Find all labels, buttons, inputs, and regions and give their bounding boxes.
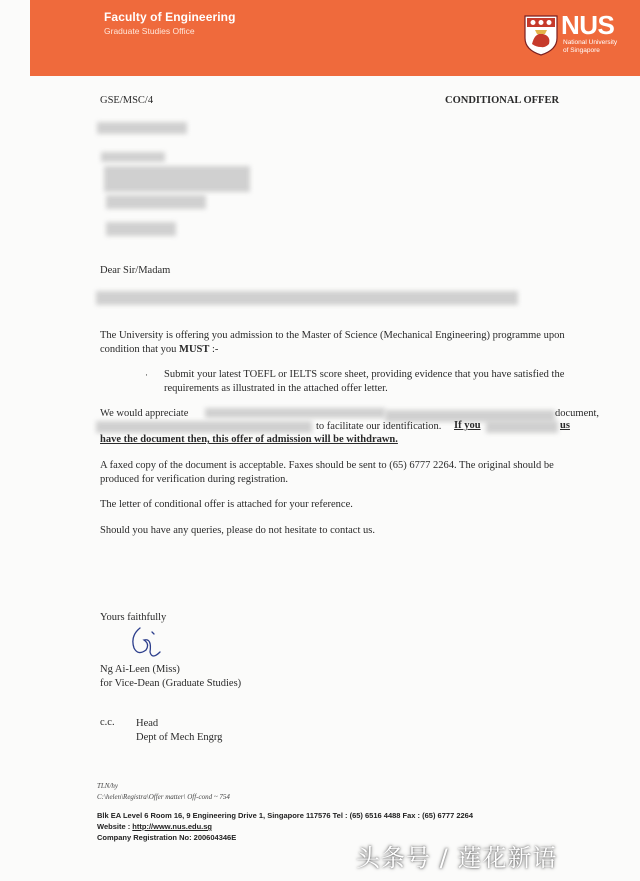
redacted-address-1 bbox=[101, 152, 165, 162]
admission-must: MUST bbox=[179, 344, 210, 355]
footer-address: Blk EA Level 6 Room 16, 9 Engineering Drive 1, Singapore 117576 Tel : (65) 6516 4488 Fax : (65) 6777 2264 bbox=[97, 811, 474, 820]
redacted-address-3 bbox=[106, 195, 206, 209]
nus-crest-icon bbox=[523, 14, 559, 56]
fax-paragraph: A faxed copy of the document is acceptable. Faxes should be sent to (65) 6777 2264. The original should be produced for verification during registration. bbox=[100, 460, 554, 485]
watermark-text: 头条号 / 莲花新语 bbox=[356, 844, 558, 872]
file-path: C:\helen\Registra\Offer matter\ Off-cond ~ 754 bbox=[97, 793, 230, 801]
partial-if-you: If you bbox=[454, 420, 481, 431]
signatory-block bbox=[100, 663, 241, 691]
reference-number: GSE/MSC/4 bbox=[100, 95, 154, 106]
typist-initials: TLN/hy bbox=[97, 782, 119, 790]
nus-subtitle-line-1: National University bbox=[563, 39, 618, 46]
partial-end-wrap bbox=[555, 407, 600, 421]
redacted-name bbox=[97, 122, 187, 134]
nus-logo-subtitle bbox=[563, 39, 635, 55]
signatory-role: for Vice-Dean (Graduate Studies) bbox=[100, 678, 242, 689]
redacted-paragraph-part-1 bbox=[205, 408, 385, 418]
office-name: Graduate Studies Office bbox=[104, 26, 195, 36]
nus-logo-word: NUS bbox=[561, 10, 615, 40]
redacted-subject bbox=[96, 291, 518, 305]
cc-line-2: Dept of Mech Engrg bbox=[136, 732, 223, 743]
admission-paragraph bbox=[100, 329, 590, 357]
partial-start: We would appreciate bbox=[100, 408, 189, 419]
redacted-paragraph-part-3 bbox=[96, 421, 312, 433]
offer-title: CONDITIONAL OFFER bbox=[445, 95, 560, 106]
partial-mid-wrap bbox=[316, 420, 456, 434]
cc-line-1: Head bbox=[136, 718, 159, 729]
requirement-bullet: Submit your latest TOEFL or IELTS score sheet, providing evidence that you have satisfied the requirements as illustrated in the attached offer letter. bbox=[164, 369, 565, 394]
redacted-address-4 bbox=[106, 222, 176, 236]
redacted-address-2 bbox=[104, 166, 250, 192]
company-registration: Company Registration No: 200604346E bbox=[97, 833, 237, 842]
withdrawal-warning: have the document then, this offer of admission will be withdrawn. bbox=[100, 434, 398, 445]
signatory-name: Ng Ai-Leen (Miss) bbox=[100, 664, 180, 675]
queries-paragraph: Should you have any queries, please do not hesitate to contact us. bbox=[100, 525, 375, 536]
nus-subtitle-line-2: of Singapore bbox=[563, 47, 600, 54]
typist-reference bbox=[97, 781, 230, 803]
bullet-marker: · bbox=[145, 370, 148, 380]
salutation: Dear Sir/Madam bbox=[100, 265, 171, 276]
cc-label: c.c. bbox=[100, 717, 115, 728]
website-link[interactable]: http://www.nus.edu.sg bbox=[132, 822, 213, 831]
faculty-name: Faculty of Engineering bbox=[104, 10, 236, 24]
admission-tail: :- bbox=[209, 344, 219, 355]
admission-text: The University is offering you admission to the Master of Science (Mechanical Engineering) programme upon condition that you bbox=[100, 330, 565, 355]
closing: Yours faithfully bbox=[100, 612, 167, 623]
partial-mid: to facilitate our identification. bbox=[316, 421, 442, 432]
attached-paragraph: The letter of conditional offer is attached for your reference. bbox=[100, 499, 353, 510]
redacted-paragraph-part-4 bbox=[486, 421, 558, 433]
website-label: Website : bbox=[97, 822, 133, 831]
footer-website bbox=[97, 821, 617, 832]
partial-us: us bbox=[560, 420, 570, 431]
handwritten-signature bbox=[126, 622, 166, 664]
partial-end: document, bbox=[555, 408, 600, 419]
cc-recipients bbox=[136, 717, 222, 745]
